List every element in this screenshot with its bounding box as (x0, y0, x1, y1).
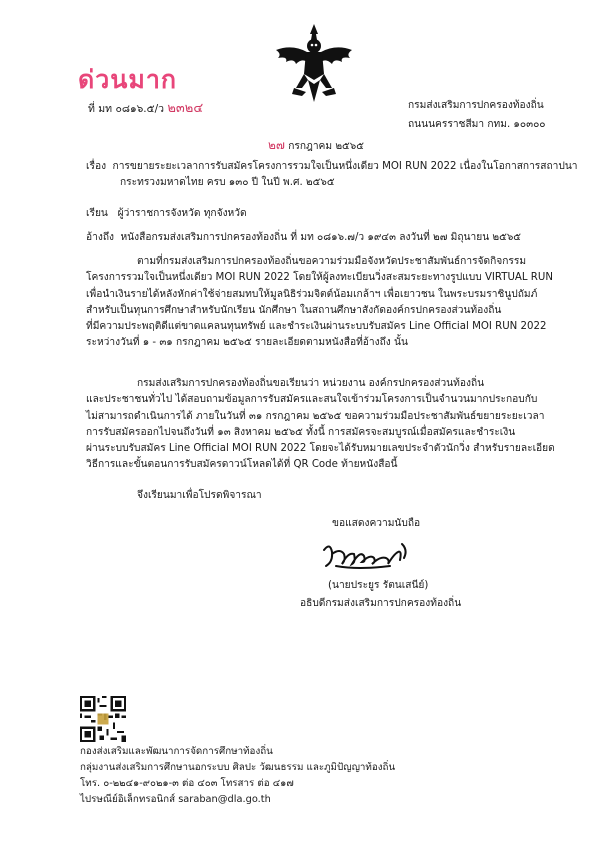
agency-name: กรมส่งเสริมการปกครองท้องถิ่น (408, 100, 544, 111)
recipient-label: เรียน (86, 208, 108, 219)
footer-phone: โทร. ๐-๒๒๔๑-๙๐๒๑-๓ ต่อ ๔๐๓ โทรสาร ต่อ ๔๑๗ (80, 778, 294, 789)
paragraph-2-line: และประชาชนทั่วไป ได้สอบถามข้อมูลการรับสมัครและสนใจเข้าร่วมโครงการเป็นจำนวนมากประกอบกับ (86, 394, 538, 406)
paragraph-1-line: ที่มีความประพฤติดีแต่ขาดแคลนทุนทรัพย์ และชำระเงินผ่านระบบรับสมัคร Line Official MOI RUN 2022 (86, 321, 547, 333)
footer-division: กองส่งเสริมและพัฒนาการจัดการศึกษาท้องถิ่น (80, 746, 273, 757)
date-month-year: กรกฎาคม ๒๕๖๕ (288, 141, 364, 152)
paragraph-2-line: กรมส่งเสริมการปกครองท้องถิ่นขอเรียนว่า หน่วยงาน องค์กรปกครองส่วนท้องถิ่น (137, 378, 485, 389)
paragraph-2-line: ไม่สามารถดำเนินการได้ ภายในวันที่ ๓๑ กรกฎาคม ๒๕๖๕ ขอความร่วมมือประชาสัมพันธ์ขยายระยะเวลา (86, 410, 545, 422)
document-number (88, 97, 203, 118)
paragraph-2-line: การรับสมัครออกไปจนถึงวันที่ ๑๓ สิงหาคม ๒๕๖๕ ทั้งนี้ การสมัครจะสมบูรณ์เมื่อสมัครและชำระเงิน (86, 426, 516, 438)
urgency-stamp: ด่วนมาก (78, 65, 178, 94)
body-paragraph-1 (86, 254, 556, 352)
reference-text: หนังสือกรมส่งเสริมการปกครองท้องถิ่น ที่ มท ๐๘๑๖.๗/ว ๑๙๔๓ ลงวันที่ ๒๗ มิถุนายน ๒๕๖๕ (120, 232, 522, 243)
paragraph-1-line: เพื่อนำเงินรายได้หลังหักค่าใช้จ่ายสมทบให้มูลนิธิร่วมจิตต์น้อมเกล้าฯ เพื่อเยาวชน ในพระบรมราชินูปถัมภ์ (86, 288, 538, 300)
recipient-line (86, 206, 247, 222)
paragraph-1-line: ตามที่กรมส่งเสริมการปกครองท้องถิ่นขอความร่วมมือจังหวัดประชาสัมพันธ์การจัดกิจกรรม (137, 256, 527, 267)
reference-line (86, 230, 521, 246)
qr-code-icon (80, 696, 126, 742)
subject-line-2: กระทรวงมหาดไทย ครบ ๑๓๐ ปี ในปี พ.ศ. ๒๕๖๕ (120, 177, 335, 188)
paragraph-1-line: สำหรับเป็นทุนการศึกษาสำหรับนักเรียน นักศึกษา ในสถานศึกษาสังกัดองค์กรปกครองส่วนท้องถิ่น (86, 304, 502, 316)
footer-section: กลุ่มงานส่งเสริมการศึกษานอกระบบ ศิลปะ วัฒนธรรม และภูมิปัญญาท้องถิ่น (80, 762, 396, 773)
paragraph-1-line: ระหว่างวันที่ ๑ - ๓๑ กรกฎาคม ๒๕๖๕ รายละเอียดตามหนังสือที่อ้างถึง นั้น (86, 337, 408, 349)
agency-address: ถนนนครราชสีมา กทม. ๑๐๓๐๐ (408, 119, 546, 130)
closing-salutation: ขอแสดงความนับถือ (332, 518, 421, 529)
subject-label: เรื่อง (86, 161, 107, 172)
document-number-handwritten: ๒๓๒๔ (167, 101, 204, 116)
date-day-handwritten: ๒๗ (268, 138, 285, 152)
signatory-name: (นายประยูร รัตนเสนีย์) (328, 580, 429, 591)
subject-line-1 (86, 159, 578, 175)
body-paragraph-2 (86, 376, 556, 474)
closing-request: จึงเรียนมาเพื่อโปรดพิจารณา (137, 490, 262, 501)
footer-email: ไปรษณีย์อิเล็กทรอนิกส์ saraban@dla.go.th (80, 794, 271, 805)
signature-image (318, 540, 418, 576)
subject-text-1: การขยายระยะเวลาการรับสมัครโครงการรวมใจเป็นหนึ่งเดียว MOI RUN 2022 เนื่องในโอกาสการสถาปนา (112, 161, 578, 172)
body-paragraph-3 (86, 488, 556, 504)
garuda-emblem-icon (272, 22, 356, 106)
signatory-title: อธิบดีกรมส่งเสริมการปกครองท้องถิ่น (300, 598, 462, 609)
document-number-prefix: ที่ มท ๐๘๑๖.๕/ว (88, 103, 164, 115)
recipient-text: ผู้ว่าราชการจังหวัด ทุกจังหวัด (117, 208, 247, 219)
paragraph-2-line: ผ่านระบบรับสมัคร Line Official MOI RUN 2022 โดยจะได้รับหมายเลขประจำตัวนักวิ่ง สำหรับรายละเอียด (86, 443, 555, 455)
paragraph-2-line: วิธีการและขั้นตอนการรับสมัครดาวน์โหลดได้ที่ QR Code ท้ายหนังสือนี้ (86, 459, 398, 471)
paragraph-1-line: โครงการรวมใจเป็นหนึ่งเดียว MOI RUN 2022 โดยให้ผู้ลงทะเบียนวิ่งสะสมระยะทางรูปแบบ VIRTUAL RUN (86, 272, 553, 284)
reference-label: อ้างถึง (86, 232, 114, 243)
document-date (268, 137, 364, 155)
